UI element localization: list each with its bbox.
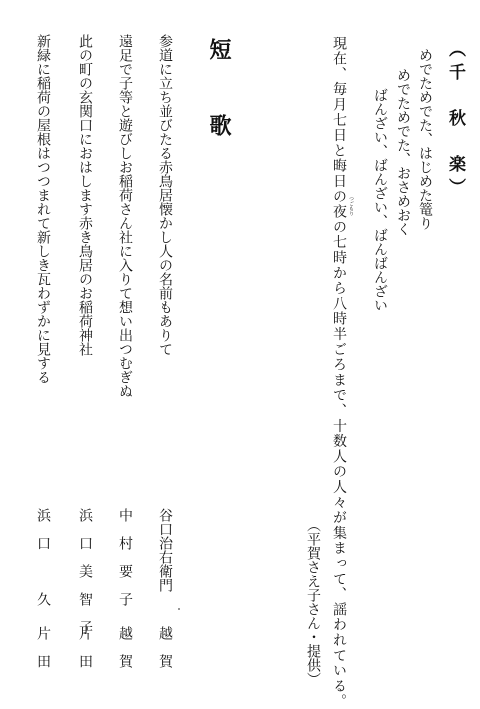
tanka-place-2: 越 賀 <box>117 626 133 668</box>
tanka-poem-3: 此の町の玄関口におはします赤き鳥居のお稲荷神社 <box>77 34 93 356</box>
tanka-place-1: 越 賀 <box>157 626 173 668</box>
note-text: 現在、毎月七日と晦日の夜の七時から八時半ごろまで、十数人の人々が集まって、謡われている。 <box>331 36 347 709</box>
tanka-poem-2: 遠足で子等と遊びしお稲荷さん社に入りて想い出つむぎぬ <box>117 34 133 398</box>
note-ruby: つごもり <box>348 196 354 216</box>
note-credit: （平賀さえ子さん・提供） <box>305 518 321 686</box>
tanka-poem-4: 新緑に稲荷の屋根はつつまれて新しき瓦わずかに見する <box>35 34 51 384</box>
poem-line-1: めでためでた、はじめた篭り <box>417 48 433 230</box>
scan-speck <box>178 608 180 610</box>
tanka-author-4: 浜 口 久 <box>35 508 51 606</box>
poem-line-3: ばんざい、ばんざい、ばんばんざい <box>372 88 388 312</box>
tanka-author-2: 中 村 要 子 <box>117 508 133 606</box>
poem-line-2: めでためでた、おさめおく <box>395 68 411 236</box>
poem-title: （千 秋 楽） <box>445 40 465 201</box>
tanka-place-3: 片 田 <box>77 626 93 668</box>
tanka-author-3: 浜 口 美 智 子 <box>77 508 93 634</box>
tanka-place-4: 片 田 <box>35 626 51 668</box>
tanka-heading: 短 歌 <box>206 38 232 152</box>
tanka-author-1: 谷口治右衛門 <box>157 508 173 592</box>
tanka-poem-1: 参道に立ち並びたる赤鳥居懐かし人の名前もありて <box>157 34 173 356</box>
